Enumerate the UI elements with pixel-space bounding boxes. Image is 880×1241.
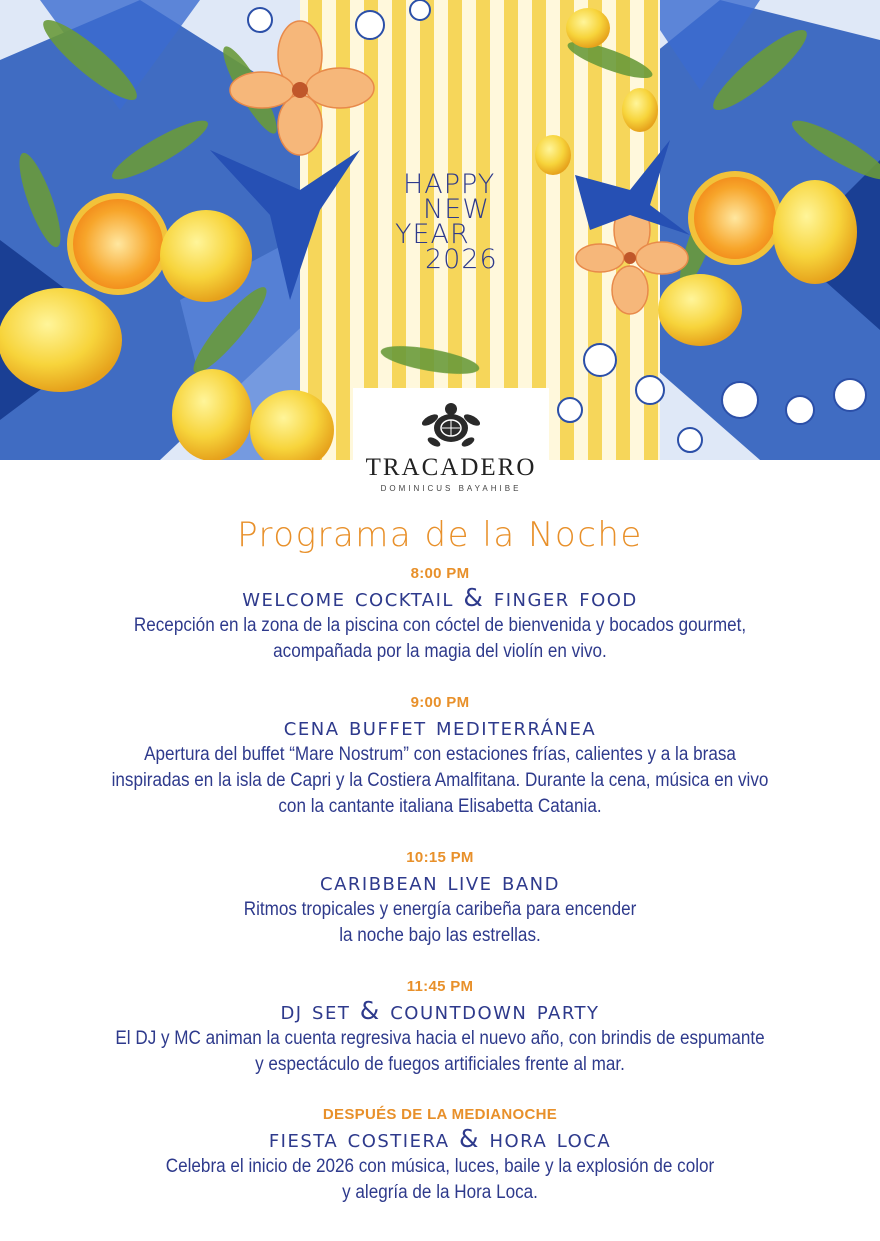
event-title: cena buffet mediterránea <box>283 712 597 741</box>
description-line: y espectáculo de fuegos artificiales frente al mar. <box>255 1054 625 1075</box>
description-line: El DJ y MC animan la cuenta regresiva hacia el nuevo año, con brindis de espumante <box>115 1028 765 1049</box>
event-title: fiesta costiera & hora loca <box>268 1124 612 1153</box>
event-title: caribbean live band <box>320 867 560 896</box>
greeting-line: YEAR <box>395 219 470 250</box>
greeting-line: 2026 <box>425 244 498 275</box>
event-item <box>0 565 880 665</box>
event-time: 10:15 PM <box>406 849 474 866</box>
description-line: y alegría de la Hora Loca. <box>342 1182 538 1203</box>
event-time: 8:00 PM <box>410 565 470 582</box>
description-line: Celebra el inicio de 2026 con música, luces, baile y la explosión de color <box>165 1156 715 1177</box>
event-time: 11:45 PM <box>406 978 474 995</box>
event-item <box>0 694 880 820</box>
event-title: dj set & countdown party <box>280 996 600 1025</box>
greeting-line: HAPPY <box>403 169 496 200</box>
description-line: con la cantante italiana Elisabetta Catania. <box>278 796 602 817</box>
event-description <box>44 1026 836 1078</box>
event-description <box>44 742 836 820</box>
brand-name: TRACADERO <box>365 454 537 481</box>
greeting-line: NEW <box>423 194 490 225</box>
description-line: Recepción en la zona de la piscina con cóctel de bienvenida y bocados gourmet, <box>133 615 747 636</box>
event-description <box>44 897 836 949</box>
event-item <box>0 978 880 1078</box>
event-item <box>0 849 880 949</box>
program-title: Programa de la Noche <box>237 515 643 555</box>
description-line: inspiradas en la isla de Capri y la Costiera Amalfitana. Durante la cena, música en vivo <box>111 770 769 791</box>
event-time: 9:00 PM <box>410 694 470 711</box>
brand-logo <box>353 388 549 500</box>
description-line: acompañada por la magia del violín en vivo. <box>273 641 607 662</box>
description-line: Apertura del buffet “Mare Nostrum” con estaciones frías, calientes y a la brasa <box>144 744 736 765</box>
brand-subtitle: DOMINICUS BAYAHIBE <box>380 484 522 493</box>
happy-new-year-greeting <box>395 169 535 275</box>
event-time: DESPUÉS DE LA MEDIANOCHE <box>322 1106 558 1123</box>
description-line: la noche bajo las estrellas. <box>339 925 541 946</box>
event-list <box>0 565 880 1206</box>
event-description <box>44 613 836 665</box>
event-item <box>0 1106 880 1206</box>
description-line: Ritmos tropicales y energía caribeña para encender <box>243 899 637 920</box>
turtle-icon <box>422 400 480 452</box>
event-title: welcome cocktail & finger food <box>242 583 638 612</box>
event-description <box>44 1154 836 1206</box>
